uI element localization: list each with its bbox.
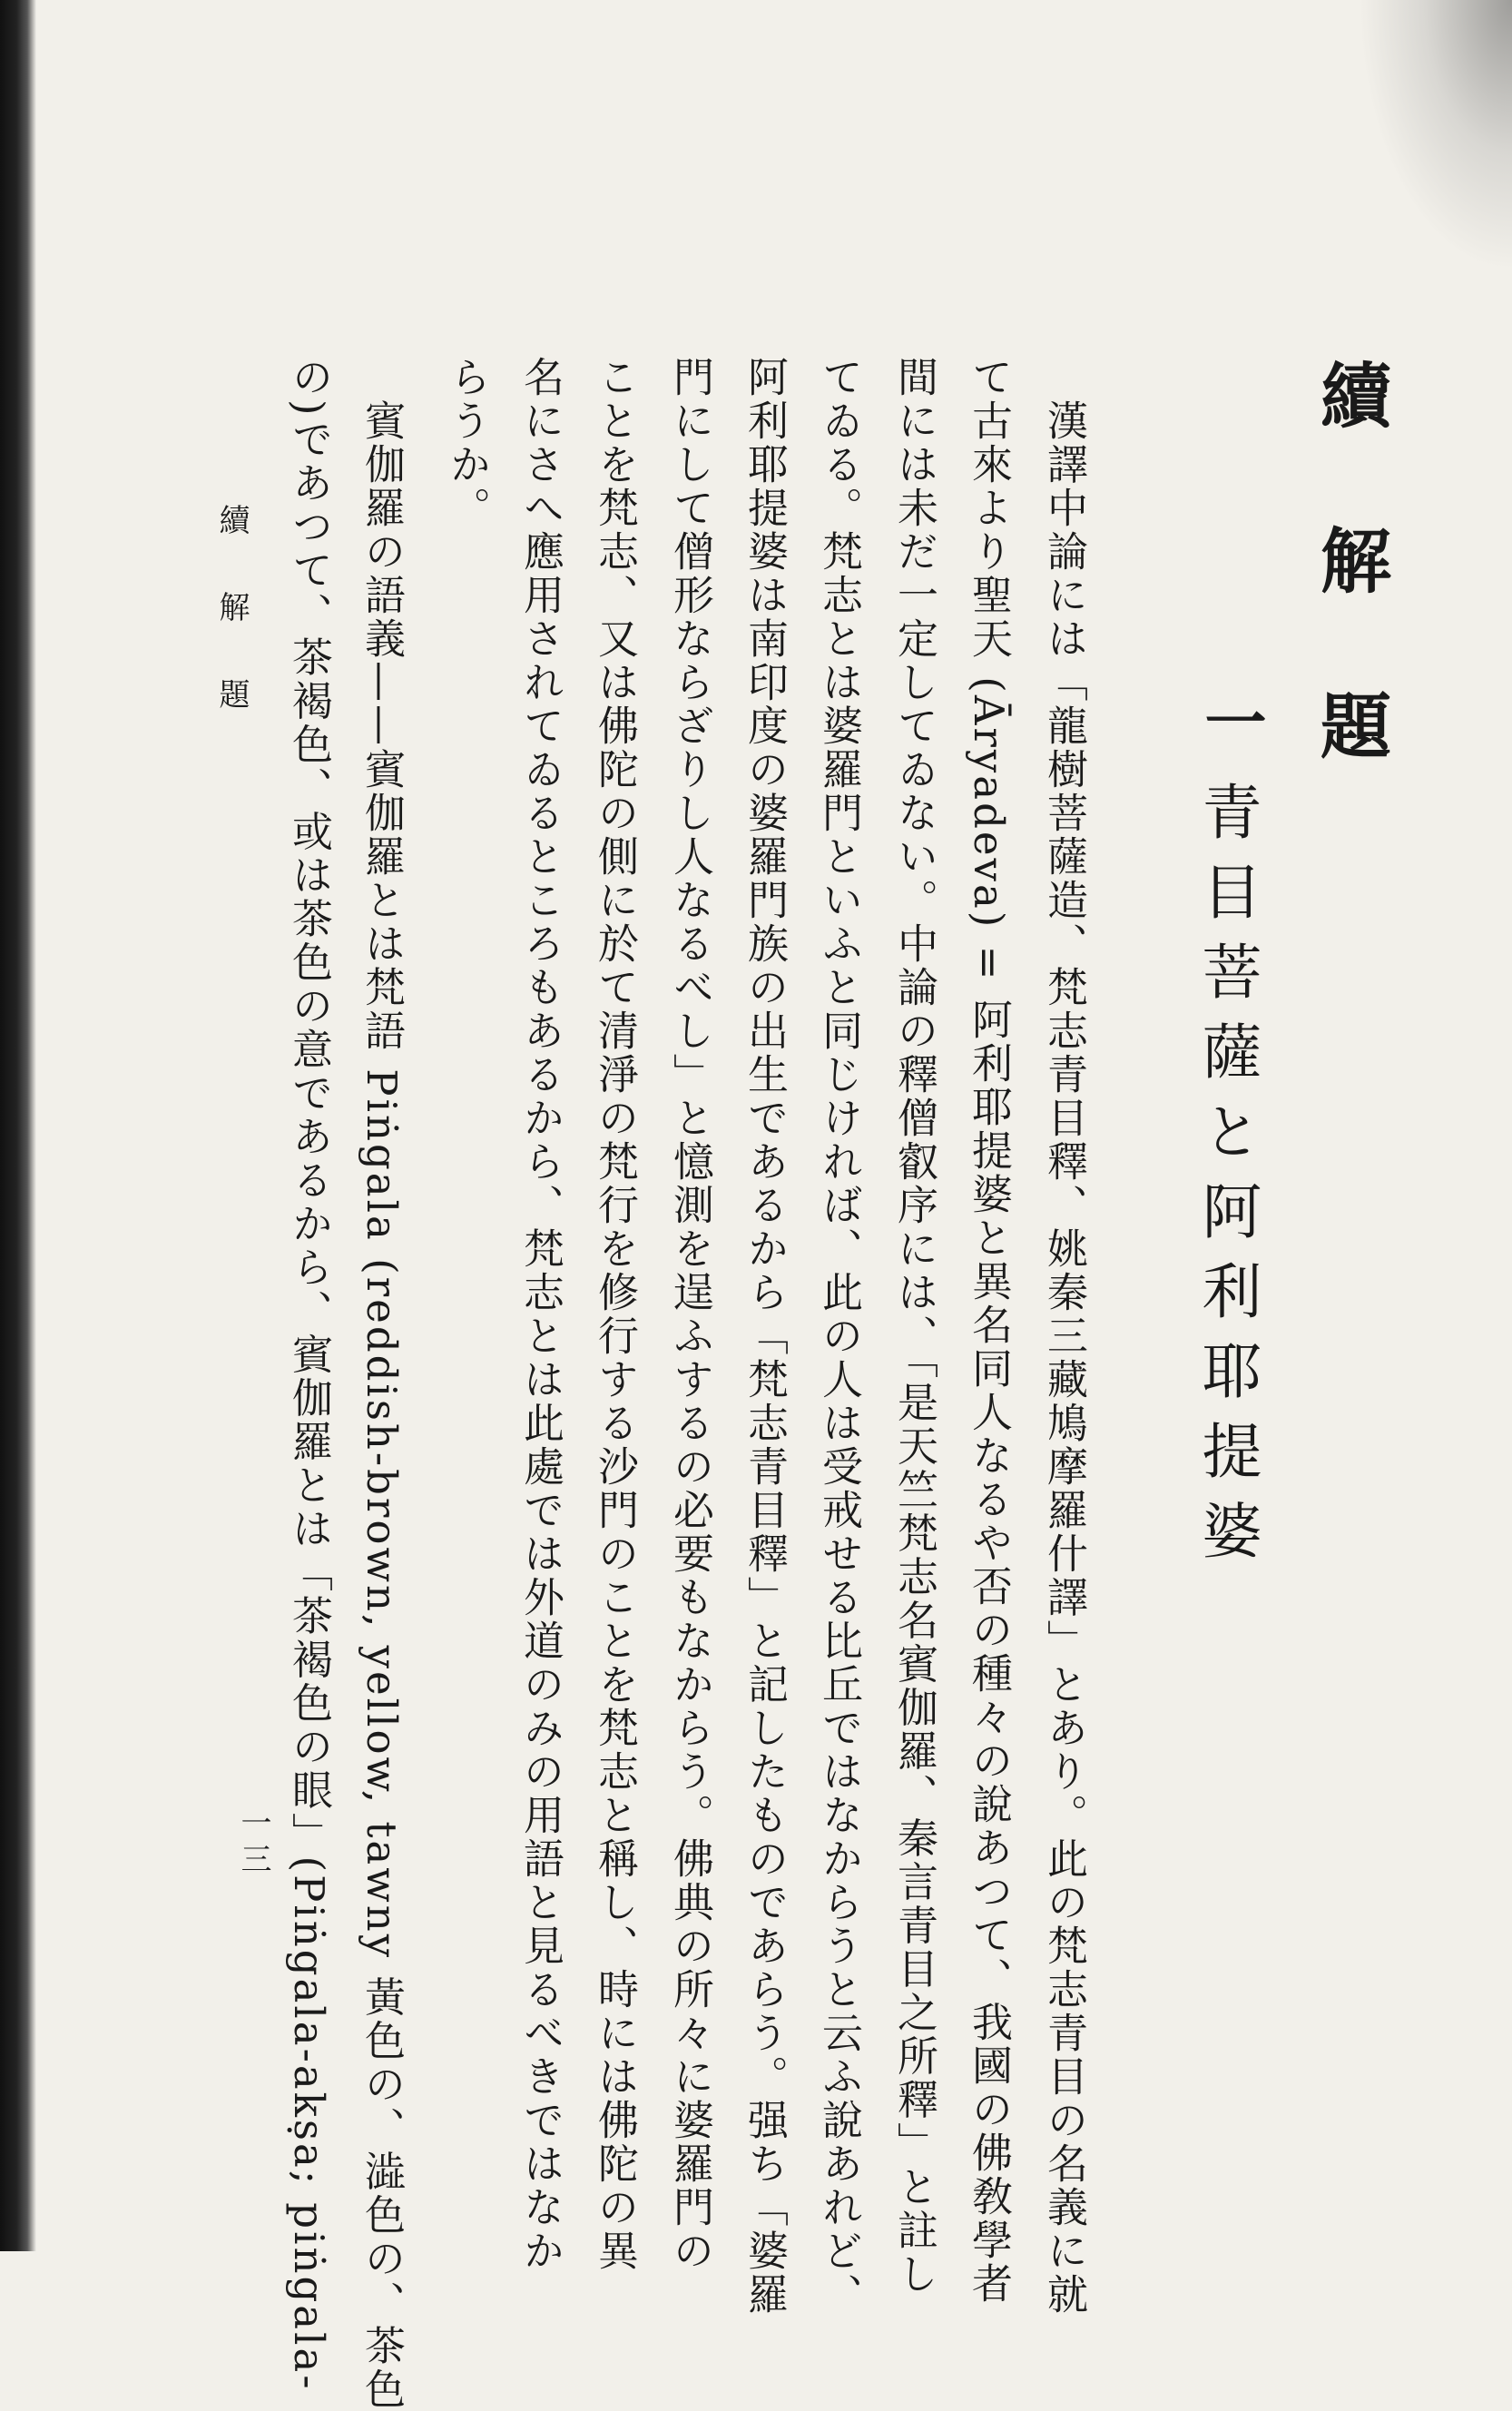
body-line-7: ことを梵志、又は佛陀の側に於て清淨の梵行を修行する沙門のことを梵志と稱し、時には佛陀の異 (591, 356, 639, 2273)
body-line-4: てゐる。梵志とは婆羅門といふと同じければ、此の人は受戒せる比丘ではなからうと云ふ說あれど、 (815, 356, 863, 2317)
body-line-1: 漢譯中論には「龍樹菩薩造、梵志青目釋、姚秦三藏鳩摩羅什譯」とあり。此の梵志青目の名義に就 (1040, 399, 1088, 2317)
body-line-5: 阿利耶提婆は南印度の婆羅門族の出生であるから「梵志青目釋」と記したものであらう。强ち「婆羅 (741, 356, 789, 2317)
page-corner-smudge (1358, 0, 1512, 272)
body-line-11: の)であつて、茶褐色、或は茶色の意であるから、賓伽羅とは「茶褐色の眼」(Piṅgala-akṣa; piṅgala- (285, 356, 333, 2392)
body-line-8: 名にさへ應用されてゐるところもあるから、梵志とは此處では外道のみの用語と見るべきではなか (516, 356, 565, 2273)
body-line-2: て古來より聖天 (Āryadeva) = 阿利耶提婆と異名同人なるや否の種々の說あつて、我國の佛敎學者 (965, 356, 1013, 2306)
page-number: 一三 (235, 1806, 271, 1879)
body-line-6: 門にして僧形ならざりし人なるべし」と憶測を逞ふするの必要もなからう。佛典の所々に婆羅門の (666, 356, 714, 2273)
chapter-title: 續解題 (1309, 359, 1391, 854)
running-footer-title: 續解題 (213, 504, 250, 765)
body-line-9: らうか。 (443, 356, 491, 530)
section-number: 一 (1194, 690, 1267, 752)
body-line-10: 賓伽羅の語義——賓伽羅とは梵語 Piṅgala (reddish-brown, yellow, tawny 黃色の、澁色の、茶色 (358, 356, 406, 2411)
body-line-3: 間には未だ一定してゐない。中論の釋僧叡序には、「是天竺梵志名賓伽羅、秦言青目之所釋」と註し (890, 356, 938, 2297)
section-title: 青目菩薩と阿利耶提婆 (1192, 781, 1262, 1579)
page-binding-shadow (0, 0, 36, 2251)
